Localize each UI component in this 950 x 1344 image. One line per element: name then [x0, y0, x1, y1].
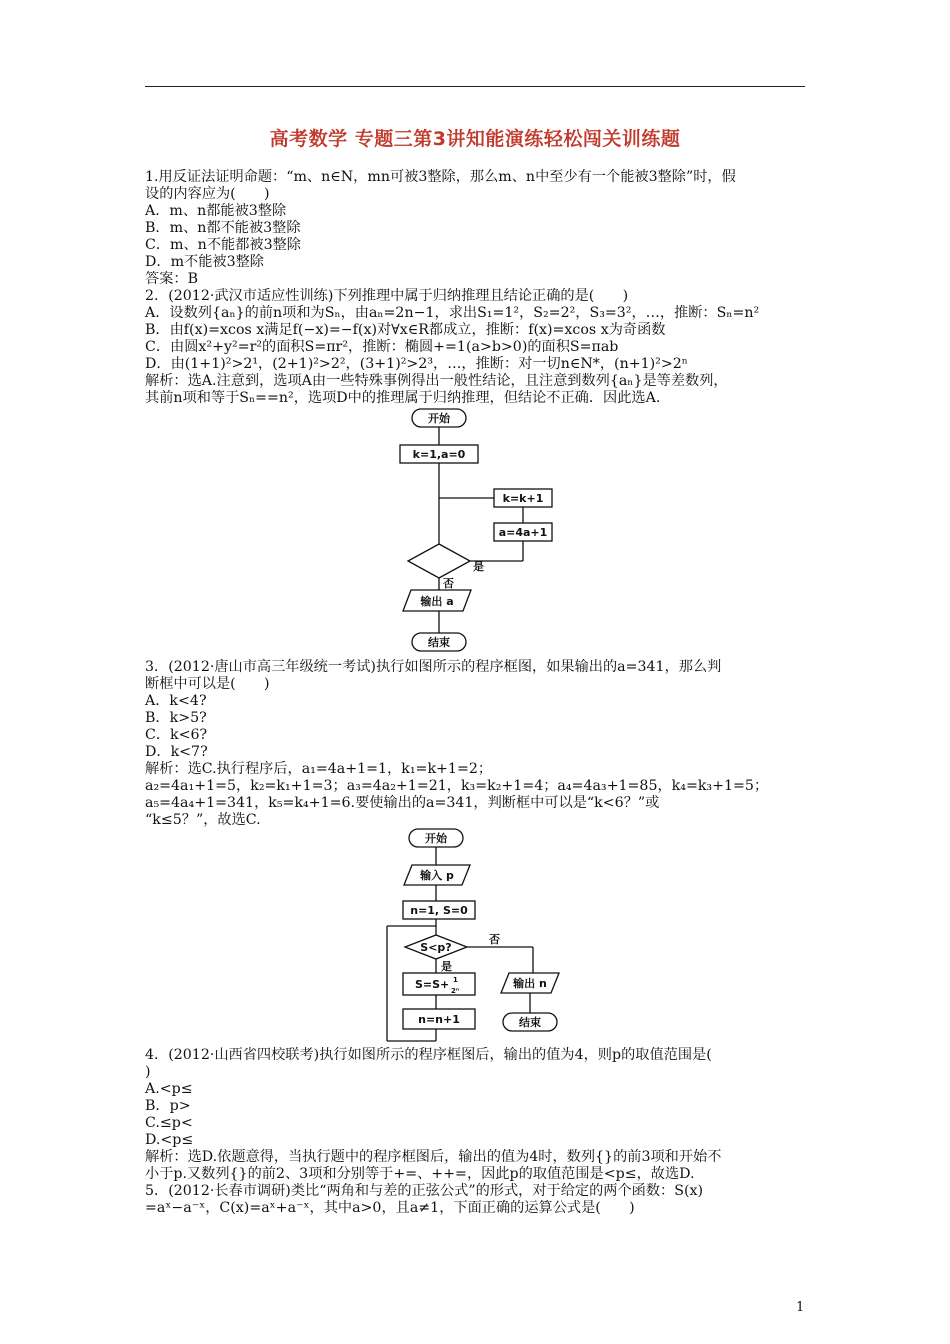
- text-line: 解析：选D.依题意得，当执行题中的程序框图后，输出的值为4时，数列{}的前3项和开始不: [145, 1149, 722, 1165]
- header-rule: [145, 86, 805, 87]
- answer-line: 答案：B: [145, 271, 198, 287]
- text-line: 断框中可以是( ): [145, 676, 270, 692]
- text-line: 1.用反证法证明命题：“m、n∈N，mn可被3整除，那么m、n中至少有一个能被3整除”时，假: [145, 169, 736, 185]
- flow2-n-label: n=n+1: [418, 1013, 460, 1026]
- text-line: 设的内容应为( ): [145, 186, 270, 202]
- text-line: D．m不能被3整除: [145, 254, 264, 270]
- text-line: C．m、n不能都被3整除: [145, 237, 301, 253]
- page-title: 高考数学 专题三第3讲知能演练轻松闯关训练题: [269, 128, 681, 150]
- flow1-init-label: k=1,a=0: [412, 448, 466, 461]
- text-line: a₅=4a₄+1=341，k₅=k₄+1=6.要使输出的a=341，判断框中可以是“k<6？”或: [145, 795, 660, 811]
- text-line: A.<p≤: [145, 1081, 193, 1097]
- flow1-k-label: k=k+1: [502, 492, 544, 505]
- flow1-start-label: 开始: [428, 412, 450, 425]
- text-line: 其前n项和等于Sₙ==n²，选项D中的推理属于归纳推理，但结论不正确．因此选A.: [145, 390, 661, 406]
- page-number: 1: [796, 1300, 805, 1315]
- flow2-cond-label: S<p?: [420, 941, 452, 954]
- text-line: 3．(2012·唐山市高三年级统一考试)执行如图所示的程序框图，如果输出的a=341，那么判: [145, 659, 722, 675]
- flow2-frac-num: 1: [453, 976, 458, 984]
- text-line: 小于p.又数列{}的前2、3项和分别等于+=、++=，因此p的取值范围是<p≤，故选D.: [145, 1166, 695, 1182]
- text-line: “k≤5？”，故选C.: [145, 812, 261, 828]
- text-line: C．由圆x²+y²=r²的面积S=πr²，推断：椭圆+=1(a>b>0)的面积S=πab: [145, 339, 619, 355]
- text-line: B．p>: [145, 1098, 191, 1114]
- text-line: B．k>5?: [145, 710, 207, 726]
- flow1-end-label: 结束: [428, 636, 450, 649]
- flow2-input-label: 输入 p: [420, 869, 454, 882]
- text-line: A．m、n都能被3整除: [145, 203, 287, 219]
- text-line: C.≤p<: [145, 1115, 193, 1131]
- text-line: A．k<4?: [145, 693, 207, 709]
- flow2-frac-den: 2ⁿ: [451, 987, 460, 995]
- text-line: a₂=4a₁+1=5，k₂=k₁+1=3；a₃=4a₂+1=21，k₃=k₂+1=4；a₄=4a₃+1=85，k₄=k₃+1=5；: [145, 778, 769, 794]
- text-line: D．由(1+1)²>2¹，(2+1)²>2²，(3+1)²>2³，…，推断：对一切n∈N*，(n+1)²>2ⁿ: [145, 356, 688, 372]
- flow1-yes-label: 是: [473, 560, 484, 573]
- flowchart-2: [375, 825, 575, 1050]
- flow2-start-label: 开始: [425, 832, 447, 845]
- flowchart-1: [395, 405, 555, 655]
- text-line: C．k<6?: [145, 727, 208, 743]
- text-line: B．由f(x)=xcos x满足f(−x)=−f(x)对∀x∈R都成立，推断：f(x)=xcos x为奇函数: [145, 322, 666, 338]
- flow2-output-label: 输出 n: [513, 977, 547, 990]
- flow1-a-label: a=4a+1: [498, 526, 548, 539]
- text-line: 解析：选C.执行程序后，a₁=4a+1=1，k₁=k+1=2；: [145, 761, 493, 777]
- text-line: ): [145, 1064, 151, 1080]
- text-line: 解析：选A.注意到，选项A由一些特殊事例得出一般性结论，且注意到数列{aₙ}是等差数列，: [145, 373, 728, 389]
- text-line: D.<p≤: [145, 1132, 194, 1148]
- flow2-init-label: n=1, S=0: [410, 904, 468, 917]
- text-line: D．k<7?: [145, 744, 208, 760]
- text-line: 4．(2012·山西省四校联考)执行如图所示的程序框图后，输出的值为4，则p的取值范围是(: [145, 1047, 712, 1063]
- flow1-decision: [408, 544, 470, 578]
- text-line: A．设数列{aₙ}的前n项和为Sₙ，由aₙ=2n−1，求出S₁=1²，S₂=2²，S₃=3²，…，推断：Sₙ=n²: [145, 305, 760, 321]
- text-line: =aˣ−a⁻ˣ，C(x)=aˣ+a⁻ˣ，其中a>0，且a≠1，下面正确的运算公式是( ): [145, 1200, 635, 1216]
- flow1-output-label: 输出 a: [420, 595, 454, 608]
- text-line: 5．(2012·长春市调研)类比“两角和与差的正弦公式”的形式，对于给定的两个函数：S(x): [145, 1183, 704, 1199]
- flow2-no-label: 否: [489, 933, 500, 946]
- flow2-s-label: S=S+: [415, 978, 450, 991]
- text-line: B．m、n都不能被3整除: [145, 220, 301, 236]
- flow2-end-label: 结束: [519, 1016, 541, 1029]
- flow1-no-label: 否: [443, 577, 454, 590]
- text-line: 2．(2012·武汉市适应性训练)下列推理中属于归纳推理且结论正确的是( ): [145, 288, 629, 304]
- flow2-yes-label: 是: [441, 960, 452, 973]
